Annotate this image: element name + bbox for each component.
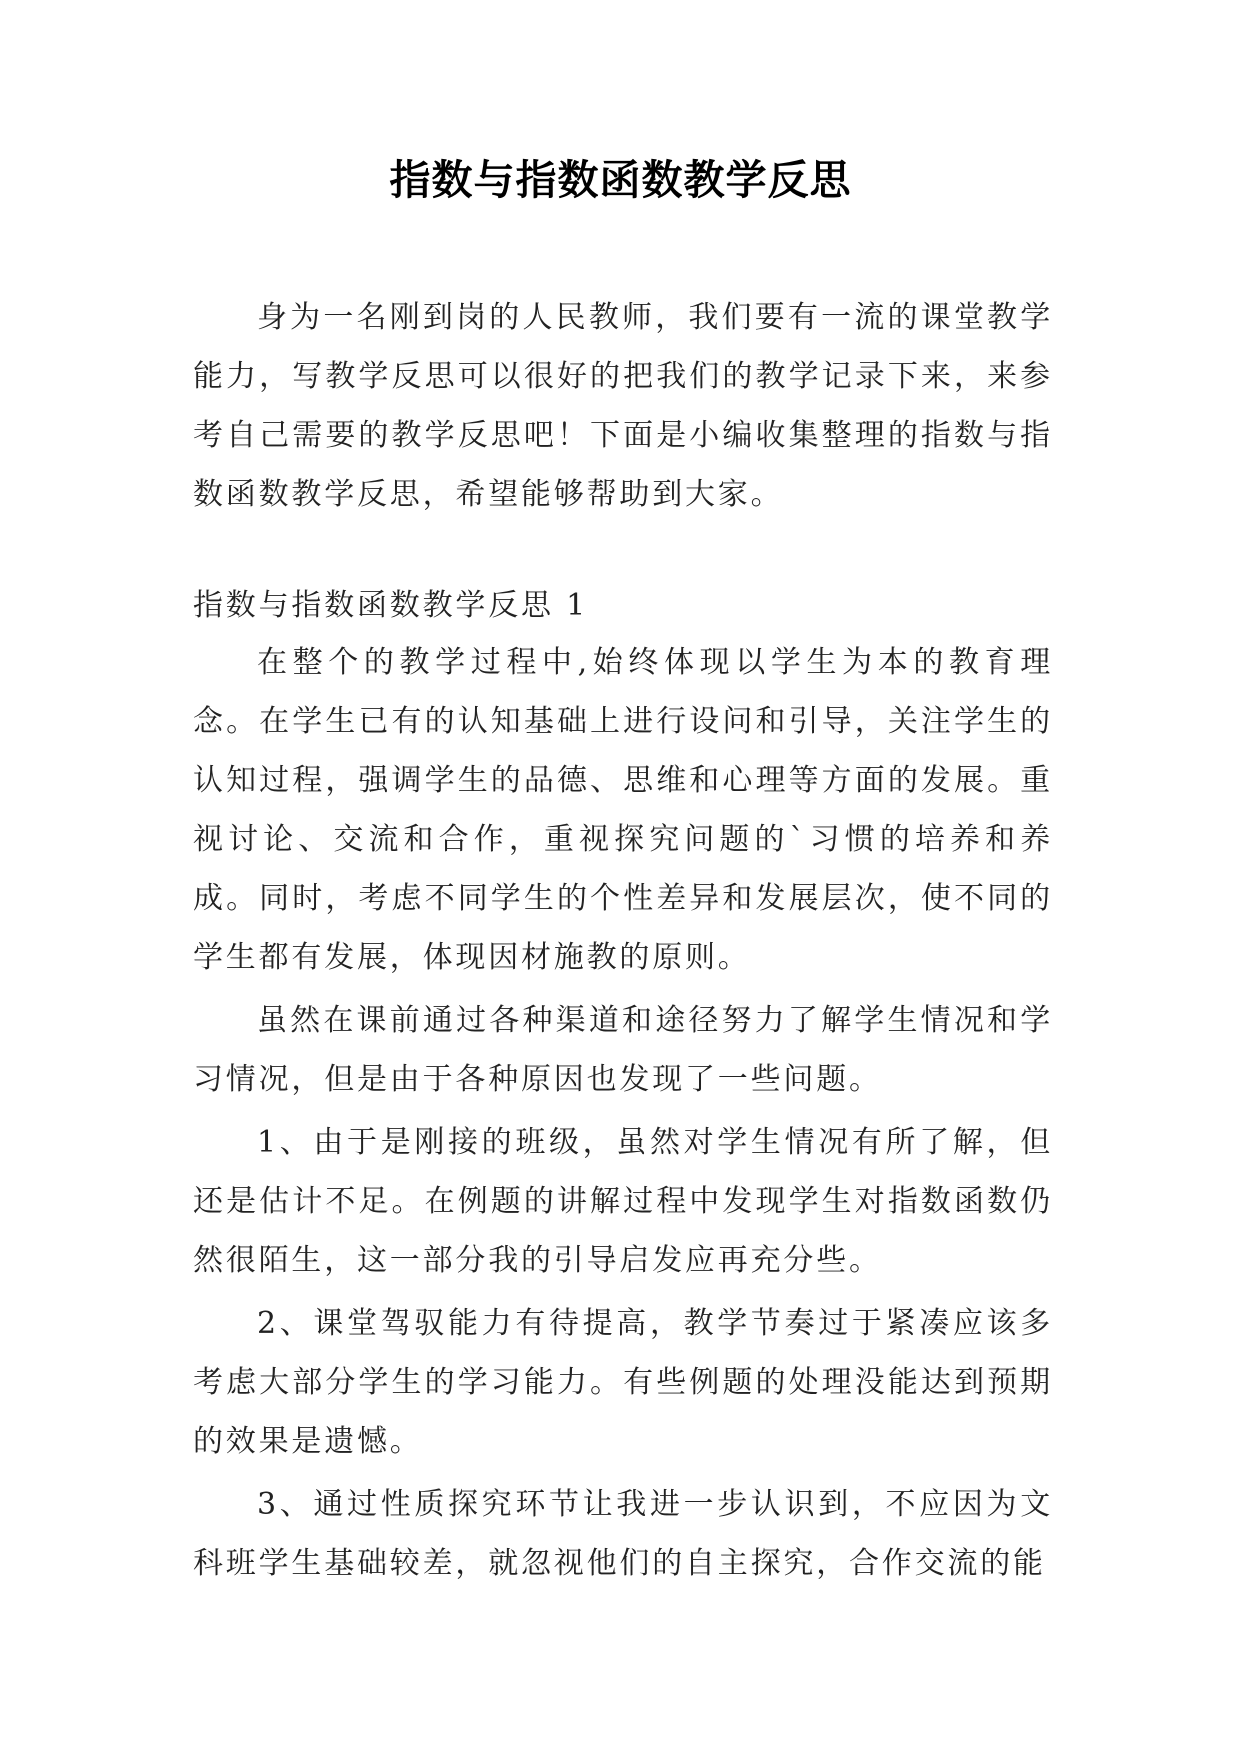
section-paragraph: 虽然在课前通过各种渠道和途径努力了解学生情况和学习情况，但是由于各种原因也发现了一些问题。 (193, 1003, 1053, 1097)
section-paragraph: 1、由于是刚接的班级，虽然对学生情况有所了解，但还是估计不足。在例题的讲解过程中发现学生对指数函数仍然很陌生，这一部分我的引导启发应再充分些。 (193, 1125, 1053, 1278)
section-body (193, 633, 1053, 1593)
section-heading: 指数与指数函数教学反思 1 (193, 588, 589, 623)
document-title: 指数与指数函数教学反思 (389, 156, 852, 204)
section-paragraph: 2、课堂驾驭能力有待提高，教学节奏过于紧凑应该多考虑大部分学生的学习能力。有些例题的处理没能达到预期的效果是遗憾。 (193, 1306, 1053, 1459)
section-paragraph: 3、通过性质探究环节让我进一步认识到，不应因为文科班学生基础较差，就忽视他们的自主探究，合作交流的能 (193, 1487, 1053, 1581)
section-paragraph: 在整个的教学过程中,始终体现以学生为本的教育理念。在学生已有的认知基础上进行设问和引导，关注学生的认知过程，强调学生的品德、思维和心理等方面的发展。重视讨论、交流和合作，重视探究问题的`习惯的培养和养成。同时，考虑不同学生的个性差异和发展层次，使不同的学生都有发展，体现因材施教的原则。 (193, 645, 1053, 975)
intro-paragraph: 身为一名刚到岗的人民教师，我们要有一流的课堂教学能力，写教学反思可以很好的把我们的教学记录下来，来参考自己需要的教学反思吧！下面是小编收集整理的指数与指数函数教学反思，希望能够帮助到大家。 (193, 300, 1053, 512)
intro-paragraph-block (193, 288, 1053, 524)
